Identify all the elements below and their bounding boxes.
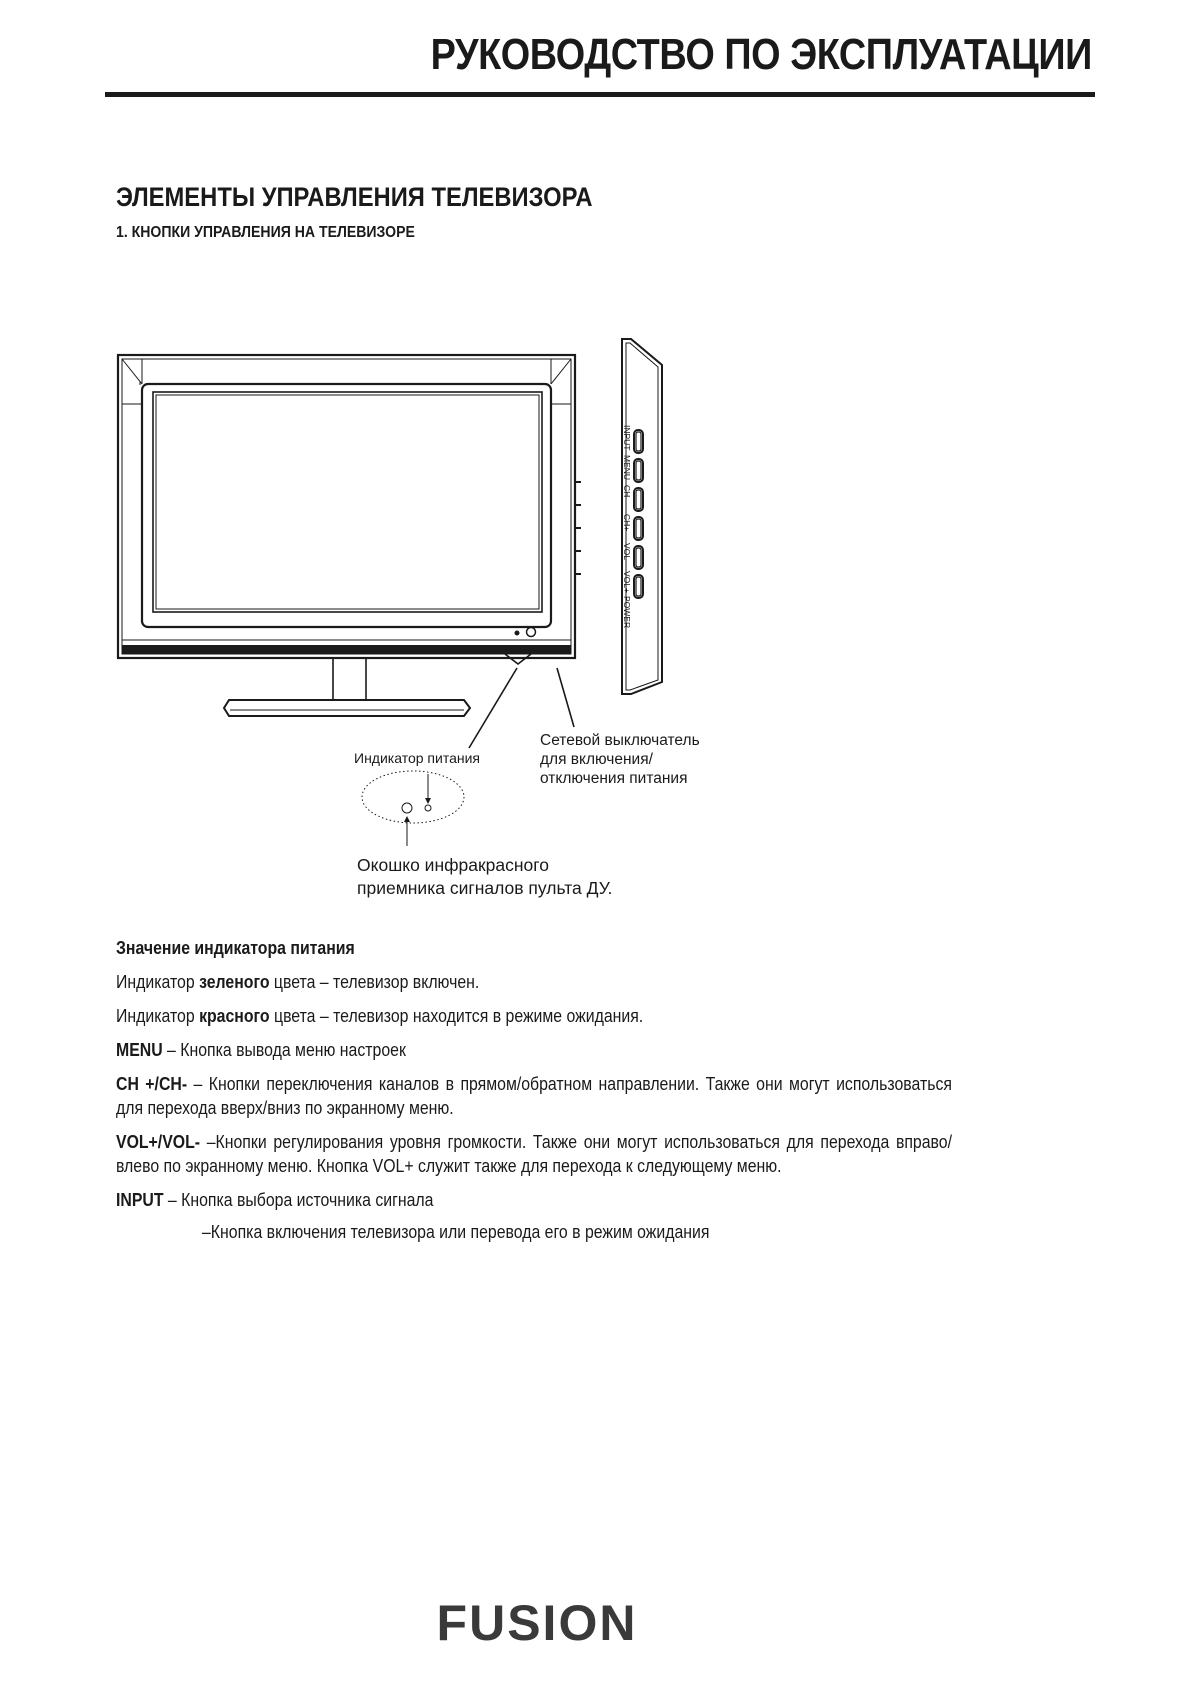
input-description: INPUT – Кнопка выбора источника сигнала bbox=[116, 1190, 434, 1210]
section-subtitle: 1. КНОПКИ УПРАВЛЕНИЯ НА ТЕЛЕВИЗОРЕ bbox=[116, 224, 415, 241]
power-description: –Кнопка включения телевизора или перевода его в режим ожидания bbox=[202, 1222, 710, 1242]
callout-ir-window-line2: приемника сигналов пульта ДУ. bbox=[357, 878, 613, 898]
side-label-input: INPUT bbox=[622, 425, 632, 451]
callout-ir-window bbox=[357, 854, 612, 900]
green-indicator-line: Индикатор зеленого цвета – телевизор включен. bbox=[116, 972, 480, 992]
callout-mains-switch-line2: для включения/ bbox=[540, 751, 653, 768]
fusion-logo bbox=[402, 1598, 672, 1648]
page-header-title: РУКОВОДСТВО ПО ЭКСПЛУАТАЦИИ bbox=[430, 30, 1092, 79]
indicator-heading: Значение индикатора питания bbox=[116, 938, 355, 958]
side-label-vol-minus: VOL- bbox=[622, 543, 632, 563]
ch-description: CH +/CH- – Кнопки переключения каналов в прямом/обратном направлении. Также они могут использоваться для перехода вверх/вниз по экранному меню. bbox=[116, 1074, 952, 1118]
header-rule bbox=[105, 92, 1095, 97]
menu-description: MENU – Кнопка вывода меню настроек bbox=[116, 1040, 406, 1060]
side-label-ch-minus: CH- bbox=[622, 485, 632, 501]
callout-ir-window-line1: Окошко инфракрасного bbox=[357, 855, 549, 875]
callout-mains-switch-line3: отключения питания bbox=[540, 770, 688, 787]
red-indicator-line: Индикатор красного цвета – телевизор находится в режиме ожидания. bbox=[116, 1006, 644, 1026]
side-label-power: POWER bbox=[622, 596, 632, 629]
callout-power-indicator: Индикатор питания bbox=[354, 750, 480, 766]
section-title: ЭЛЕМЕНТЫ УПРАВЛЕНИЯ ТЕЛЕВИЗОРА bbox=[116, 182, 593, 212]
callout-mains-switch bbox=[540, 731, 700, 788]
vol-description: VOL+/VOL- –Кнопки регулирования уровня громкости. Также они могут использоваться для перехода вправо/влево по экранному меню. Кнопка VOL+ служит также для перехода к следующему меню. bbox=[116, 1132, 953, 1176]
side-label-menu: MENU bbox=[622, 455, 632, 481]
side-label-ch-plus: CH+ bbox=[622, 514, 632, 532]
fusion-logo-text: FUSION bbox=[436, 1598, 638, 1648]
callout-mains-switch-line1: Сетевой выключатель bbox=[540, 732, 700, 749]
side-label-vol-plus: VOL+ bbox=[622, 571, 632, 593]
